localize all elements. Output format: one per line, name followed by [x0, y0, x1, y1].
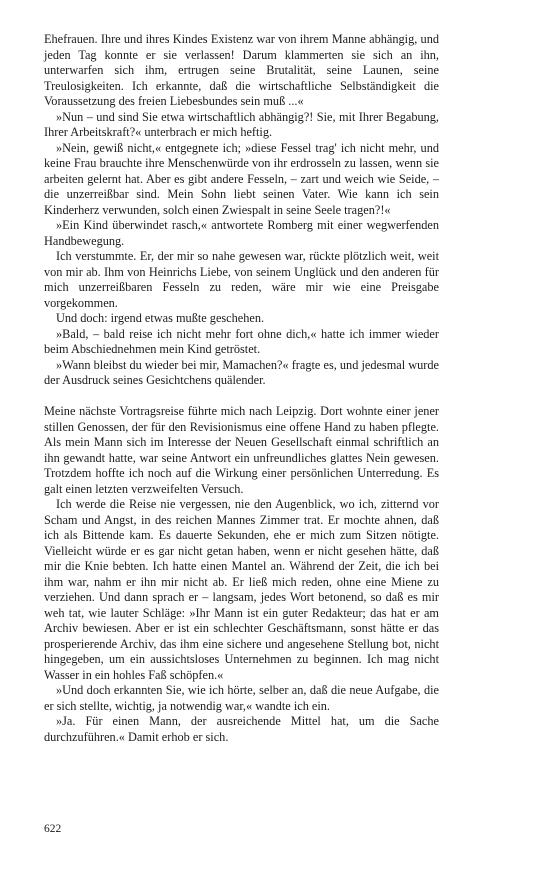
paragraph-12: »Ja. Für einen Mann, der ausreichende Mittel hat, um die Sache durchzuführen.« Damit erhob er sich.: [44, 714, 439, 744]
paragraph-8: »Wann bleibst du wieder bei mir, Mamachen?« fragte es, und jedesmal wurde der Ausdruck seines Gesichtchens quälender.: [44, 357, 439, 387]
paragraph-2: »Nun – und sind Sie etwa wirtschaftlich abhängig?! Sie, mit Ihrer Begabung, Ihrer Arbeitskraft?« unterbrach er mich heftig.: [44, 109, 439, 139]
paragraph-1: Ehefrauen. Ihre und ihres Kindes Existenz war von ihrem Manne abhängig, und jeden Tag konnte er sie verlassen! Darum klammerten sie sich an ihn, unterwarfen sich ihm, ertrugen seine Brutalität, seine Launen, seine Treulosigkeiten. Ich erkannte, daß die wirtschaftliche Selbständigkeit die Voraussetzung des freien Liebesbundes sein muß ...«: [44, 32, 439, 108]
paragraph-9: Meine nächste Vortragsreise führte mich nach Leipzig. Dort wohnte einer jener stillen Genossen, der für den Revisionismus eine offene Hand zu haben pflegte. Als mein Mann sich im Interesse der Neuen Gesellschaft einmal schriftlich an ihn gewandt hatte, war seine Antwort ein unfreundliches glattes Nein gewesen. Trotzdem hoffte ich noch auf die Wirkung einer persönlichen Unterredung. Es galt einen letzten verzweifelten Versuch.: [44, 404, 439, 496]
book-page-body: [44, 32, 439, 745]
paragraph-7: »Bald, – bald reise ich nicht mehr fort ohne dich,« hatte ich immer wieder beim Abschiednehmen mein Kind getröstet.: [44, 326, 439, 356]
paragraph-11: »Und doch erkannten Sie, wie ich hörte, selber an, daß die neue Aufgabe, die er sich stellte, wichtig, ja notwendig war,« wandte ich ein.: [44, 683, 439, 713]
paragraph-10: Ich werde die Reise nie vergessen, nie den Augenblick, wo ich, zitternd vor Scham und Angst, in des reichen Mannes Zimmer trat. Er mochte ahnen, daß ich als Bittende kam. Es dauerte Sekunden, ehe er mich zum Sitzen nötigte. Vielleicht würde er es gar nicht getan haben, wenn er nicht gesehen hätte, daß mir die Knie bebten. Ich hatte einen Mantel an. Während der Zeit, die ich bei ihm war, nahm er ihn mir nicht ab. Er ließ mich reden, ohne eine Miene zu verziehen. Und dann sprach er – langsam, jedes Wort betonend, so daß es mir weh tat, wie lauter Schläge: »Ihr Mann ist ein guter Redakteur; das hat er am Archiv bewiesen. Aber er ist ein schlechter Geschäftsmann, sonst hätte er das prosperierende Archiv, das ihm eine sichere und angesehene Stellung bot, nicht hingegeben, um ein aussichtsloses Unternehmen zu beginnen. Ich mag nicht Wasser in ein hohles Faß schöpfen.«: [44, 497, 439, 682]
page-number: 622: [44, 823, 62, 835]
paragraph-4: »Ein Kind überwindet rasch,« antwortete Romberg mit einer wegwerfenden Handbewegung.: [44, 218, 439, 248]
paragraph-5: Ich verstummte. Er, der mir so nahe gewesen war, rückte plötzlich weit, weit von mir ab. Ihm von Heinrichs Liebe, von seinem Unglück und den anderen für mich unzerreißbaren Fesseln zu reden, wäre mir wie eine Preisgabe vorgekommen.: [44, 249, 439, 310]
paragraph-3: »Nein, gewiß nicht,« entgegnete ich; »diese Fessel trag' ich nicht mehr, und keine Frau brauchte ihre Menschenwürde von ihr erdrosseln zu lassen, wenn sie arbeiten gelernt hat. Aber es gibt andere Fesseln, – zart und weich wie Seide, – die unzerreißbar sind. Mein Sohn liebt seinen Vater. Wie kann ich sein Kinderherz verwunden, solch einen Zwiespalt in seine Seele tragen?!«: [44, 140, 439, 217]
paragraph-6: Und doch: irgend etwas mußte geschehen.: [56, 311, 265, 325]
